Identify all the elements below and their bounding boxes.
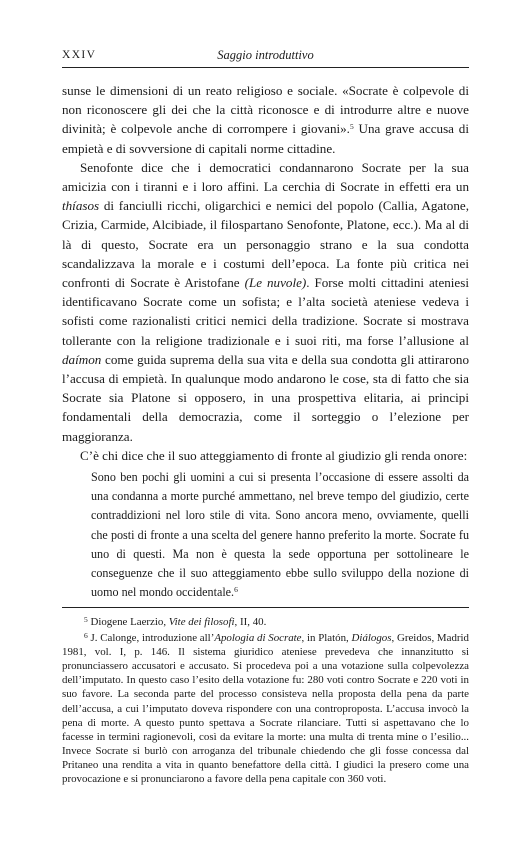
footnote-6-text-a: J. Calonge, introduzione all’ (87, 632, 215, 645)
paragraph-1-text-b: Una grave accusa di empietà e di sovversione di capitali norme cittadine. (62, 121, 469, 156)
footnote-separator (62, 607, 469, 608)
footnote-5-text-a: Diogene Laerzio, (87, 616, 169, 628)
paragraph-2-text-c: . Forse molti cittadini ateniesi identificavano Socrate come un sofista; e l’alta società ateniese vedeva i sofisti come razionalisti critici nemici della tradizione. Socrate si mostrava tollerante con la religione tradizionale e i suoi riti, ma forse l’allusione al (62, 275, 469, 348)
paragraph-2-text-a: Senofonte dice che i democratici condannarono Socrate per la sua amicizia con i tiranni e i loro affini. La cerchia di Socrate in effetti era un (62, 159, 469, 195)
block-quote-paragraph (91, 468, 469, 602)
italic-term-daimon: daímon (62, 351, 102, 367)
footnote-6-number: 6 (84, 631, 88, 641)
italic-title-le-nuvole: (Le nuvole) (244, 275, 307, 291)
footnote-ref-5[interactable]: 5 (349, 122, 354, 132)
footnote-5-number: 5 (84, 615, 88, 624)
footnote-5-text-b: , II, 40. (234, 616, 267, 628)
paragraph-2-text-b: di fanciulli ricchi, oligarchici e nemici del popolo (Callia, Agatone, Crizia, Carmide, Alcibiade, il filospartano Senofonte, Platone, ecc.). Ma al di là di questo, Socrate era un personaggio strano e la sua condotta scandalizzava la morale e i costumi dell’epoca. La fonte più critica nei confronti di Socrate è Aristofane (62, 198, 469, 291)
footnote-ref-6[interactable]: 6 (234, 585, 238, 595)
paragraph-2-text-d: come guida suprema della sua vita e della sua condotta gli attirarono l’accusa di empietà. In qualunque modo andarono le cose, sta di fatto che sia Socrate sia Platone si opposero, in una prospettiva elitaria, ai principi fondamentali della democrazia, come il sorteggio o l’elezione per maggioranza. (62, 351, 469, 444)
footnote-6 (62, 629, 469, 786)
italic-term-thiasos: thíasos (62, 198, 100, 214)
block-quote (91, 468, 469, 602)
running-title: Saggio introduttivo (217, 48, 314, 62)
block-quote-text: Sono ben pochi gli uomini a cui si presenta l’occasione di essere assolti da una condanna a morte purché ammettano, nel breve tempo del giudizio, certe contraddizioni nel loro stile di vita. Sono ancora meno, ovviamente, quelli che posti di fronte a una scelta del genere hanno preferito la morte. Socrate fu uno di questi. Ma non è questa la sede opportuna per sottolineare le conseguenze che il suo atteggiamento ebbe sullo sviluppo della nozione di uomo nel mondo occidentale. (91, 470, 469, 600)
page-number: XXIV (62, 49, 97, 61)
footnotes (62, 613, 469, 786)
footnote-6-text-b: , in Platón, (301, 632, 352, 645)
paragraph-1 (62, 81, 469, 158)
main-text (62, 81, 469, 465)
footnote-6-title-dialogos: Diálogos (351, 632, 392, 645)
footnote-6-text-c: , Greidos, Madrid 1981, vol. I, p. 146. Il sistema giuridico ateniese prevedeva che innanzitutto si pronunciassero accusatori e accusato. Si procedeva poi a una votazione sulla colpevolezza dell’imputato. In questo caso l’esito della votazione fu: 280 voti contro Socrate e 220 voti in suo favore. La seconda parte del processo consisteva nella proposta della pena da parte dell’accusa, a cui l’imputato doveva rispondere con una controproposta. L’accusa invocò la pena di morte. A questo punto spettava a Socrate rilanciare. Tutti si aspettavano che lo facesse in termini ragionevoli, così da evitare la morte: una multa di trenta mine o l’esilio... Invece Socrate si burlò con arroganza del tribunale chiedendo che gli fosse concessa dal Pritaneo una rendita a vita in quanto benefattore della città. I giudici la presero come una provocazione e si pronunciarono a favore della pena capitale con 360 voti. (62, 632, 469, 786)
paragraph-2 (62, 158, 469, 446)
running-header (62, 48, 469, 68)
footnote-5 (62, 613, 469, 629)
footnote-5-title: Vite dei filosofi (168, 616, 235, 628)
footnote-6-title-apologia: Apologia di Socrate (214, 632, 302, 645)
paragraph-1-text-a: sunse le dimensioni di un reato religioso e sociale. «Socrate è colpevole di non riconoscere gli dei che la città riconosce e di introdurre altre e nuove divinità; è colpevole anche di corrompere i giovani». (62, 83, 469, 137)
paragraph-3: C’è chi dice che il suo atteggiamento di fronte al giudizio gli renda onore: (80, 447, 468, 463)
